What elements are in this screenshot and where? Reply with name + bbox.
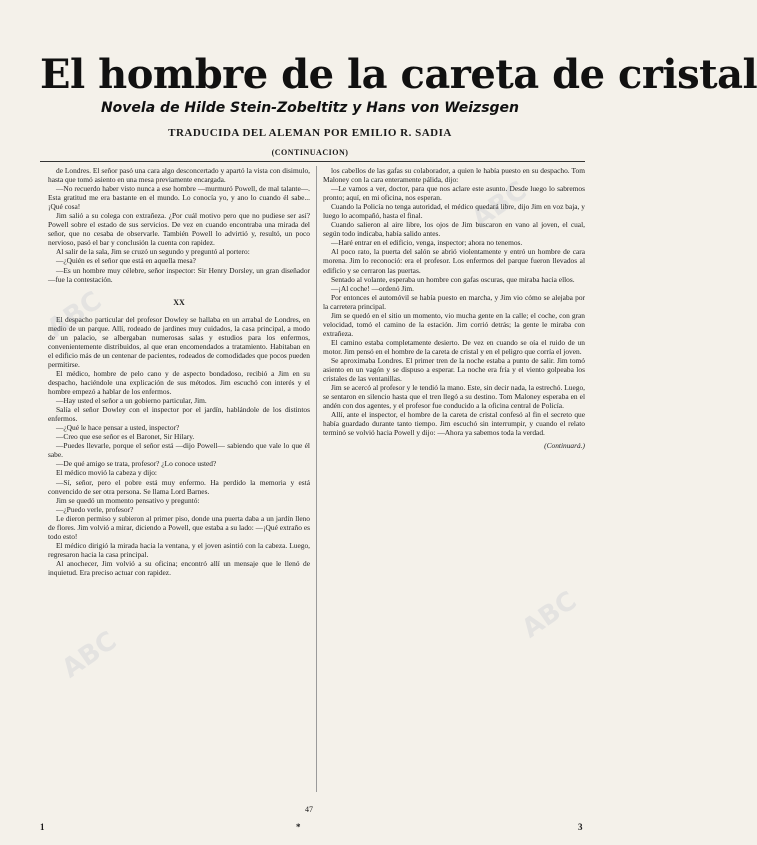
paragraph: de Londres. El señor pasó una cara algo desconcertado y apartó la vista con disimulo, hasta que tomó asiento en una mesa previamente encargada. <box>48 166 310 185</box>
paragraph: El camino estaba completamente desierto. De vez en cuando se oía el ruido de un motor. Jim pensó en el hombre de la careta de cristal y en el peligro que corría el joven. <box>323 337 585 356</box>
paragraph: —De qué amigo se trata, profesor? ¿Lo conoce usted? <box>56 459 217 469</box>
article-title: El hombre de la careta de cristal <box>40 51 757 98</box>
paragraph: —Hay usted el señor a un gobierno particular, Jim. <box>56 396 207 406</box>
paragraph: Cuando salieron al aire libre, los ojos de Jim buscaron en vano al joven, el cual, según todo indicaba, había salido antes. <box>323 220 585 239</box>
left-column <box>48 166 310 796</box>
paragraph: El médico dirigió la mirada hacia la ventana, y el joven asintió con la cabeza. Luego, regresaron hacia la casa principal. <box>48 540 310 559</box>
paragraph: Al poco rato, la puerta del salón se abrió violentamente y entró un hombre de cara morena. Jim lo reconoció: era el profesor. Los enfermos del parque fueron llevados al edificio y se cerraron las puertas. <box>323 247 585 275</box>
left-column-part-1 <box>48 166 310 284</box>
paragraph: Al anochecer, Jim volvió a su oficina; encontró allí un mensaje que le llenó de inquietud. Era preciso actuar con rapidez. <box>48 558 310 577</box>
watermark-4: ABC <box>56 625 123 685</box>
paragraph: Jim se quedó en el sitio un momento, vio mucha gente en la calle; el coche, con gran velocidad, tomó el camino de la estación. Jim corrió detrás; la gente le miraba con extrañeza. <box>323 310 585 338</box>
article-authors: Novela de Hilde Stein-Zobeltitz y Hans von Weizsgen <box>100 100 520 116</box>
watermark-3: ABC <box>516 585 583 645</box>
paragraph: Sentado al volante, esperaba un hombre con gafas oscuras, que miraba hacia ellos. <box>331 274 575 284</box>
paragraph: —¿Puedo verle, profesor? <box>56 504 134 514</box>
footer-mid-mark: * <box>296 822 301 832</box>
watermark-2: ABC <box>466 175 533 235</box>
paragraph: El médico, hombre de pelo cano y de aspecto bondadoso, recibió a Jim en su despacho, haciéndole una explicación de sus métodos. Jim escuchó con interés y el hombre empezó a hablar de los enfermos. <box>48 368 310 397</box>
paragraph: —Puedes llevarle, porque el señor está —dijo Powell— sabiendo que vale lo que él sabe. <box>48 441 310 460</box>
continuation-note: (Continuará.) <box>544 441 585 451</box>
footer-left-mark: 1 <box>40 822 45 832</box>
paragraph: —Creo que ese señor es el Baronet, Sir Hilary. <box>56 432 195 442</box>
paragraph: Al salir de la sala, Jim se cruzó un segundo y preguntó al portero: <box>56 247 250 257</box>
paragraph: —¿Qué le hace pensar a usted, inspector? <box>56 423 180 433</box>
paragraph: Le dieron permiso y subieron al primer piso, donde una puerta daba a un jardín lleno de flores. Jim volvió a mirar, diciendo a Powell, que estaba a su lado: —¡Qué extraño es todo esto! <box>48 513 310 541</box>
paragraph: —¡Al coche! —ordenó Jim. <box>331 283 414 293</box>
paragraph: Jim se quedó un momento pensativo y preguntó: <box>56 495 200 505</box>
paragraph: Cuando la Policía no tenga autoridad, el médico quedará libre, dijo Jim en voz baja, y luego lo acompañó, hasta el final. <box>323 202 585 221</box>
paragraph: Jim se acercó al profesor y le tendió la mano. Este, sin decir nada, la estrechó. Luego, se sentaron en silencio hasta que el tren llegó a su destino. Tom Maloney esperaba en el andén con dos agentes, y el profesor fue conducido a la oficina central de Policía. <box>323 383 585 411</box>
paragraph: Salía el señor Dowley con el inspector por el jardín, hablándole de los distintos enfermos. <box>48 405 310 424</box>
right-column-text <box>323 166 585 437</box>
paragraph: Jim salió a su colega con extrañeza. ¿Por cuál motivo pero que no pudiese ser así? Powell sobre el estado de sus servicios. De vez en cuando encontraba una mirada del señor, que no cesaba de observarle. También Powell lo advirtió y, resultó, un poco nervioso, pasó el bar y conclusión la cuenta con rapidez. <box>48 211 310 248</box>
right-column <box>323 166 585 796</box>
paragraph: los cabellos de las gafas su colaborador, a quien le había puesto en su despacho. Tom Maloney con la cara enteramente pálida, dijo: <box>323 166 585 185</box>
header-divider <box>40 161 585 162</box>
paragraph: El médico movió la cabeza y dijo: <box>56 468 157 478</box>
left-column-part-2 <box>48 315 310 577</box>
paragraph: Por entonces el automóvil se había puesto en marcha, y Jim vio cómo se alejaba por la carretera principal. <box>323 292 585 311</box>
paragraph: —Haré entrar en el edificio, venga, inspector; ahora no tenemos. <box>331 238 523 248</box>
paragraph: —Le vamos a ver, doctor, para que nos aclare este asunto. Desde luego lo sabremos pronto; aquí, en mi oficina, nos esperan. <box>323 184 585 203</box>
paragraph: —Es un hombre muy célebre, señor inspector: Sir Henry Dorsley, un gran diseñador —fue la contestación. <box>48 265 310 284</box>
chapter-heading: XX <box>173 297 185 307</box>
continuation-label: (CONTINUACION) <box>271 148 349 157</box>
paragraph: El despacho particular del profesor Dowley se hallaba en un arrabal de Londres, en medio de un parque. Allí, rodeado de jardines muy cuidados, la casa principal, a modo de un palacio, se albergaban numerosas salas y estudios para los enfermos, convenientemente distribuidos, al que eran encomendados a tratamiento. Habitaban en el edificio más de un centenar de pacientes, rodeados de comodidades que pocos pueden permitirse. <box>48 314 310 369</box>
column-divider <box>316 166 317 792</box>
footer-right-mark: 3 <box>578 822 583 832</box>
paragraph: —¿Quién es el señor que está en aquella mesa? <box>56 256 196 266</box>
page-number: 47 <box>305 805 313 814</box>
paragraph: —Sí, señor, pero el pobre está muy enfermo. Ha perdido la memoria y está convencido de ser otra persona. Se llama Lord Barnes. <box>48 477 310 496</box>
watermark-1: ABC <box>41 285 108 345</box>
paragraph: Se aproximaba Londres. El primer tren de la noche estaba a punto de salir. Jim tomó asiento en un vagón y se dispuso a esperar. La noche era fría y el viento golpeaba los cristales de las ventanillas. <box>323 355 585 384</box>
translator-line: TRADUCIDA DEL ALEMAN POR EMILIO R. SADIA <box>168 127 452 139</box>
paragraph: —No recuerdo haber visto nunca a ese hombre —murmuró Powell, de mal talante—. Esta gratitud me era bastante en el mundo. Lo conocía yo, y ano lo cuando él sabe... ¡Qué cosa! <box>48 184 310 212</box>
paragraph: Allí, ante el inspector, el hombre de la careta de cristal confesó al fin el secreto que había guardado durante tanto tiempo. Jim escuchó sin interrumpir, y cuando el relato terminó se volvió hacia Powell y dijo: —Ahora ya sabemos toda la verdad. <box>323 410 585 438</box>
